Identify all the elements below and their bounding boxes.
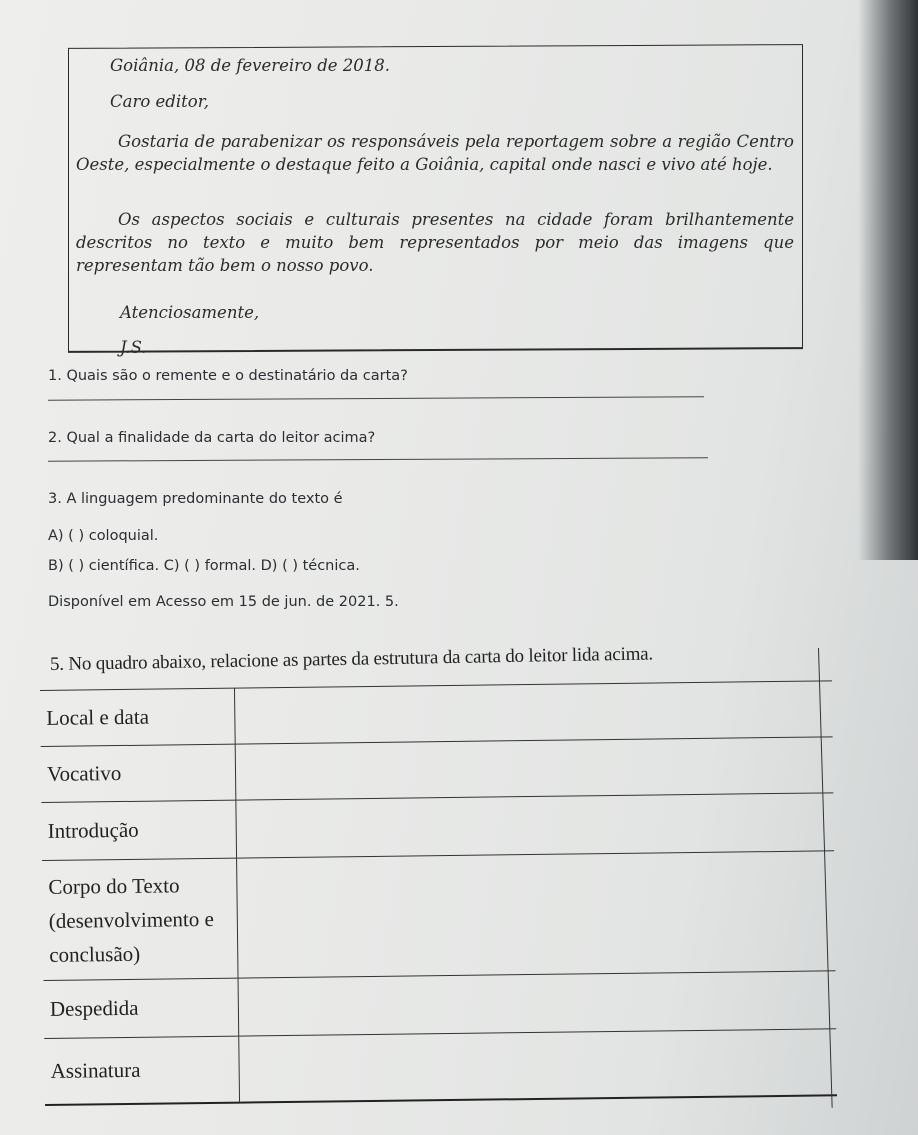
row-label-vocativo: Vocativo [41, 744, 236, 802]
question-2: 2. Qual a finalidade da carta do leitor acima? [48, 430, 376, 446]
table-title: 5. No quadro abaixo, relacione as partes da estrutura da carta do leitor lida acima. [49, 643, 654, 675]
options-b-c-d[interactable]: B) ( ) científica. C) ( ) formal. D) ( ) técnica. [48, 558, 360, 574]
answer-cell[interactable] [236, 793, 834, 858]
answer-cell[interactable] [239, 1029, 837, 1102]
letter-salutation: Caro editor, [110, 92, 210, 111]
table-row [42, 851, 835, 981]
table-row [44, 971, 837, 1039]
letter-date: Goiânia, 08 de fevereiro de 2018. [110, 56, 391, 75]
row-label-introducao: Introdução [41, 800, 236, 860]
table-row [41, 793, 834, 861]
row-label-local-data: Local e data [40, 688, 235, 746]
letter-signature: J.S. [120, 338, 147, 357]
row-label-assinatura: Assinatura [44, 1036, 239, 1104]
page-shadow [858, 0, 918, 560]
letter-paragraph-2: Os aspectos sociais e culturais presentes na cidade foram brilhantemente descritos no texto e muito bem representados por meio das imagens que representam tão bem o nosso povo. [76, 210, 794, 275]
answer-cell[interactable] [238, 971, 836, 1036]
letter-closing: Atenciosamente, [120, 303, 260, 322]
structure-table [40, 680, 837, 1105]
table-row [41, 737, 834, 803]
letter-paragraph-1: Gostaria de parabenizar os responsáveis pela reportagem sobre a região Centro Oeste, especialmente o destaque feito a Goiânia, capital onde nasci e vivo até hoje. [76, 132, 794, 174]
option-a[interactable]: A) ( ) coloquial. [48, 528, 159, 544]
question-3: 3. A linguagem predominante do texto é [48, 491, 343, 507]
row-label-corpo-do-texto: Corpo do Texto (desenvolvimento e conclusão) [42, 858, 238, 980]
question-1: 1. Quais são o remente e o destinatário da carta? [48, 368, 408, 384]
table-row [44, 1029, 837, 1105]
row-label-despedida: Despedida [44, 978, 239, 1038]
answer-cell[interactable] [235, 737, 833, 800]
table-row [40, 681, 833, 747]
answer-cell[interactable] [237, 851, 836, 978]
answer-cell[interactable] [234, 681, 832, 744]
source-line: Disponível em Acesso em 15 de jun. de 2021. 5. [48, 594, 399, 610]
